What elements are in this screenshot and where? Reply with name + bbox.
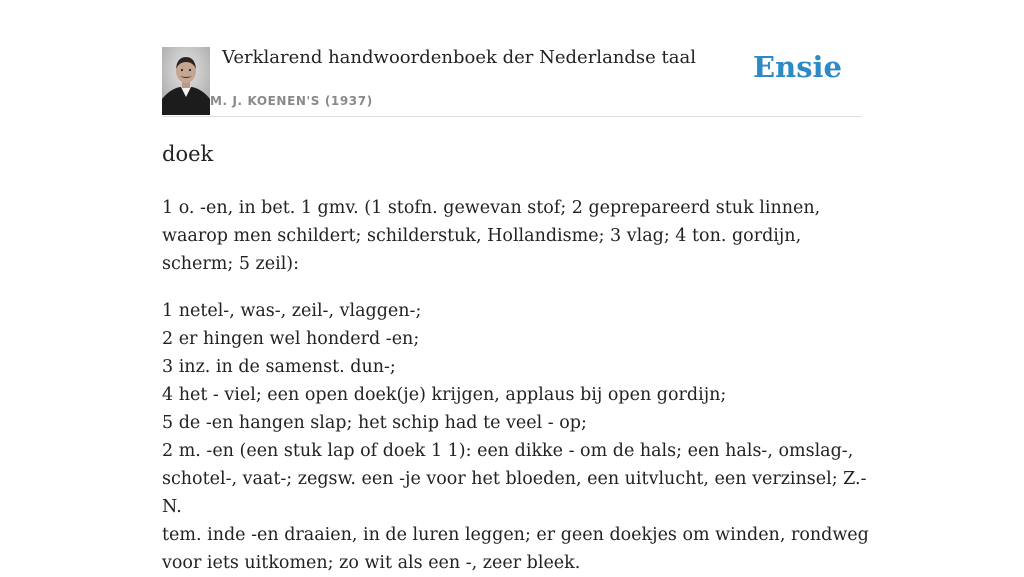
example-line: 4 het - viel; een open doek(je) krijgen, applaus bij open gordijn; (162, 385, 727, 405)
site-header (162, 44, 862, 117)
example-line: tem. inde -en draaien, in de luren leggen; er geen doekjes om winden, rondweg (162, 525, 869, 545)
headword: doek (162, 142, 214, 166)
example-line: schotel-, vaat-; zegsw. een -je voor het bloeden, een uitvlucht, een verzinsel; Z.-N. (162, 469, 867, 517)
example-line: 5 de -en hangen slap; het schip had te veel - op; (162, 413, 587, 433)
example-line: 1 netel-, was-, zeil-, vlaggen-; (162, 301, 422, 321)
example-line: 2 m. -en (een stuk lap of doek 1 1): een dikke - om de hals; een hals-, omslag-, (162, 441, 854, 461)
portrait-image (162, 47, 210, 115)
entry-content (162, 138, 872, 577)
brand-logo[interactable]: Ensie (753, 50, 842, 84)
examples-list (162, 297, 872, 577)
definition: 1 o. -en, in bet. 1 gmv. (1 stofn. gewevan stof; 2 geprepareerd stuk linnen, waarop men schildert; schilderstuk, Hollandisme; 3 vlag; 4 ton. gordijn, scherm; 5 zeil): (162, 198, 821, 274)
example-line: voor iets uitkomen; zo wit als een -, zeer bleek. (162, 553, 581, 573)
author-portrait (162, 47, 210, 115)
example-line: 3 inz. in de samenst. dun-; (162, 357, 396, 377)
author-label: M. J. KOENEN'S (1937) (210, 94, 373, 108)
example-line: 2 er hingen wel honderd -en; (162, 329, 420, 349)
site-title[interactable]: Verklarend handwoordenboek der Nederlandse taal (222, 47, 696, 68)
